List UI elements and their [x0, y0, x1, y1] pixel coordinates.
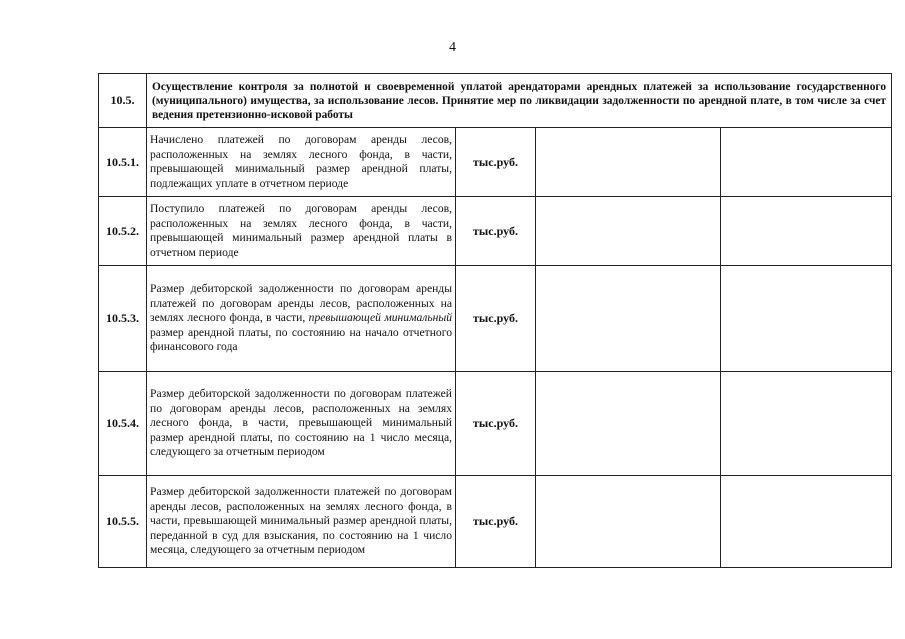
row-code: 10.5.1. — [99, 128, 147, 197]
row-description-part: Размер дебиторской задолженности по договорам аренды платежей по договорам аренды лесов, расположенных на землях лесного фонда, в части, — [150, 282, 452, 325]
row-unit: тыс.руб. — [456, 476, 536, 568]
table-row — [99, 372, 892, 476]
table-row — [99, 476, 892, 568]
row-description-italic: превышающей минимальный — [308, 311, 453, 325]
value-cell[interactable] — [536, 128, 721, 197]
table-row — [99, 128, 892, 197]
row-unit: тыс.руб. — [456, 197, 536, 266]
row-code: 10.5.3. — [99, 266, 147, 372]
row-unit: тыс.руб. — [456, 128, 536, 197]
value-cell[interactable] — [721, 128, 892, 197]
value-cell[interactable] — [721, 372, 892, 476]
value-cell[interactable] — [536, 476, 721, 568]
section-code: 10.5. — [99, 74, 147, 128]
value-cell[interactable] — [721, 476, 892, 568]
report-table — [98, 73, 892, 568]
row-description — [147, 266, 456, 372]
page-number: 4 — [449, 40, 456, 55]
row-unit: тыс.руб. — [456, 372, 536, 476]
section-header-row — [99, 74, 892, 128]
table-row — [99, 197, 892, 266]
value-cell[interactable] — [536, 266, 721, 372]
value-cell[interactable] — [536, 372, 721, 476]
row-description: Начислено платежей по договорам аренды лесов, расположенных на землях лесного фонда, в части, превышающей минимальный размер арендной платы, подлежащих уплате в отчетном периоде — [147, 128, 456, 197]
section-title: Осуществление контроля за полнотой и своевременной уплатой арендаторами арендных платежей за использование государственного (муниципального) имущества, за использование лесов. Принятие мер по ликвидации задолженности по арендной плате, в том числе за счет ведения претензионно-исковой работы — [147, 74, 892, 128]
row-unit: тыс.руб. — [456, 266, 536, 372]
row-description: Поступило платежей по договорам аренды лесов, расположенных на землях лесного фонда, в части, превышающей минимальный размер арендной платы в отчетном периоде — [147, 197, 456, 266]
value-cell[interactable] — [536, 197, 721, 266]
row-description-part: размер арендной платы, по состоянию на начало отчетного финансового года — [150, 325, 452, 354]
row-description: Размер дебиторской задолженности платежей по договорам аренды лесов, расположенных на землях лесного фонда, в части, превышающей минимальный размер арендной платы, переданной в суд для взыскания, по состоянию на 1 число месяца, следующего за отчетным периодом — [147, 476, 456, 568]
row-code: 10.5.2. — [99, 197, 147, 266]
row-code: 10.5.4. — [99, 372, 147, 476]
value-cell[interactable] — [721, 197, 892, 266]
row-code: 10.5.5. — [99, 476, 147, 568]
row-description: Размер дебиторской задолженности по договорам платежей по договорам аренды лесов, расположенных на землях лесного фонда, в части, превышающей минимальный размер арендной платы, по состоянию на 1 число месяца, следующего за отчетным периодом — [147, 372, 456, 476]
value-cell[interactable] — [721, 266, 892, 372]
table-row — [99, 266, 892, 372]
